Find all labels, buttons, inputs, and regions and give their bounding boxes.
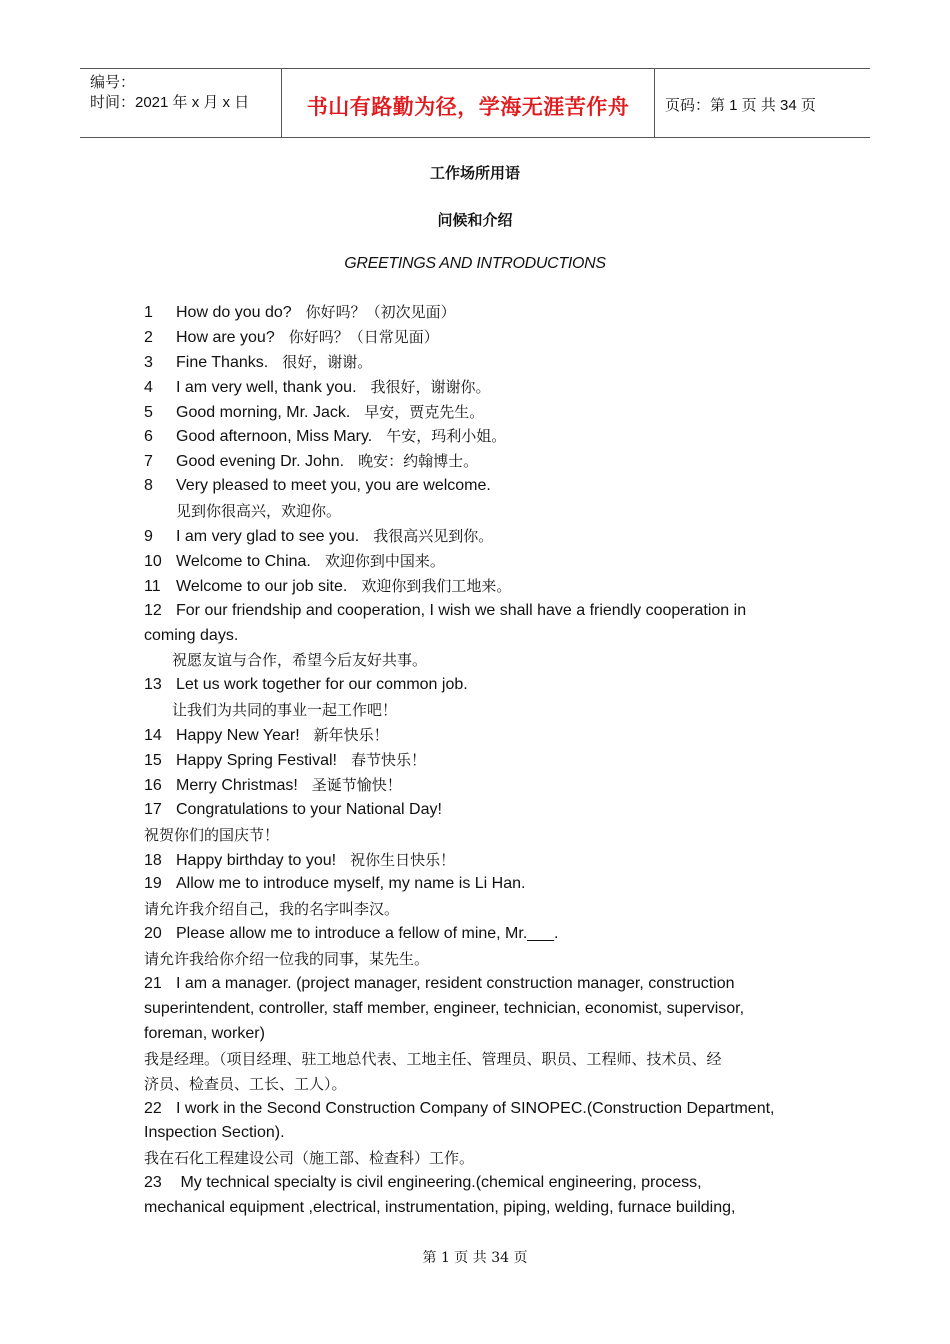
phrase-chinese-line: 祝愿友谊与合作，希望今后友好共事。 bbox=[172, 651, 428, 670]
phrase-chinese: 午安，玛利小姐。 bbox=[386, 427, 507, 446]
phrase-english: Please allow me to introduce a fellow of mine, Mr.___. bbox=[176, 925, 559, 943]
phrase-number: 15 bbox=[144, 752, 162, 770]
header-meta-cell bbox=[80, 69, 282, 137]
phrase-english: Happy Spring Festival! bbox=[176, 752, 337, 770]
phrase-line bbox=[144, 424, 814, 449]
phrase-chinese: 你好吗？（日常见面） bbox=[288, 327, 439, 346]
header-page-number: 页码：第 1 页 共 34 页 bbox=[665, 97, 816, 114]
phrase-chinese-line: 我是经理。（项目经理、驻工地总代表、工地主任、管理员、职员、工程师、技术员、经 bbox=[144, 1049, 722, 1068]
phrase-number: 23 bbox=[144, 1174, 162, 1192]
phrase-number: 16 bbox=[144, 776, 162, 794]
phrase-number: 11 bbox=[144, 577, 161, 595]
phrase-english: I work in the Second Construction Company of SINOPEC.(Construction Department, bbox=[176, 1099, 775, 1117]
phrase-english: My technical specialty is civil engineering.(chemical engineering, process, bbox=[176, 1174, 702, 1192]
header-motto: 书山有路勤为径，学海无涯苦作舟 bbox=[306, 96, 630, 119]
phrase-line bbox=[144, 599, 814, 624]
phrase-english: Happy birthday to you! bbox=[176, 851, 337, 869]
phrase-number: 13 bbox=[144, 676, 162, 694]
phrase-chinese: 春节快乐！ bbox=[350, 751, 426, 770]
phrase-number: 21 bbox=[144, 975, 162, 993]
phrase-chinese-line: 请允许我介绍自己，我的名字叫李汉。 bbox=[144, 900, 400, 919]
phrase-number: 4 bbox=[144, 378, 153, 396]
phrase-chinese: 欢迎你到中国来。 bbox=[324, 551, 445, 570]
subsection-title: 问候和介绍 bbox=[437, 212, 513, 229]
phrase-chinese-line: 见到你很高兴，欢迎你。 bbox=[176, 502, 342, 521]
phrase-line bbox=[144, 848, 814, 873]
phrase-list bbox=[144, 300, 814, 1221]
phrase-number: 20 bbox=[144, 925, 162, 943]
document-date-label: 时间：2021 年 x 月 x 日 bbox=[90, 94, 250, 111]
phrase-number: 14 bbox=[144, 727, 162, 745]
phrase-number: 8 bbox=[144, 477, 153, 495]
phrase-number: 9 bbox=[144, 528, 153, 546]
phrase-line bbox=[144, 375, 814, 400]
phrase-chinese: 圣诞节愉快！ bbox=[311, 775, 402, 794]
phrase-english: Happy New Year! bbox=[176, 727, 300, 745]
phrase-line bbox=[144, 922, 814, 947]
phrase-english-continuation: mechanical equipment ,electrical, instrumentation, piping, welding, furnace building, bbox=[144, 1199, 736, 1217]
phrase-chinese-line: 祝贺你们的国庆节！ bbox=[144, 825, 280, 844]
document-number-label: 编号： bbox=[90, 74, 136, 91]
phrase-english: How do you do? bbox=[176, 304, 292, 321]
phrase-english: I am very glad to see you. bbox=[176, 528, 360, 546]
phrase-line bbox=[144, 300, 814, 325]
phrase-line bbox=[144, 549, 814, 574]
phrase-number: 10 bbox=[144, 552, 162, 570]
phrase-number: 3 bbox=[144, 353, 153, 371]
phrase-english-continuation: Inspection Section). bbox=[144, 1124, 285, 1142]
page-footer: 第 1 页 共 34 页 bbox=[422, 1250, 528, 1266]
phrase-chinese-line: 让我们为共同的事业一起工作吧！ bbox=[172, 701, 398, 720]
phrase-line bbox=[144, 524, 814, 549]
phrase-number: 7 bbox=[144, 453, 153, 471]
phrase-line bbox=[144, 748, 814, 773]
phrase-line bbox=[144, 773, 814, 798]
phrase-chinese: 我很高兴见到你。 bbox=[373, 527, 494, 546]
phrase-line bbox=[144, 474, 814, 499]
phrase-chinese: 晚安：约翰博士。 bbox=[358, 452, 479, 471]
phrase-chinese-line: 济员、检查员、工长、工人）。 bbox=[144, 1074, 347, 1093]
phrase-english: Welcome to China. bbox=[176, 552, 311, 570]
phrase-line bbox=[144, 574, 814, 599]
phrase-english: Welcome to our job site. bbox=[176, 577, 348, 595]
header-motto-cell bbox=[282, 69, 655, 137]
phrase-line bbox=[144, 798, 814, 823]
phrase-line bbox=[144, 325, 814, 350]
english-title: GREETINGS AND INTRODUCTIONS bbox=[344, 255, 606, 272]
phrase-chinese: 祝你生日快乐！ bbox=[350, 850, 456, 869]
phrase-english: I am a manager. (project manager, resident construction manager, construction bbox=[176, 975, 735, 993]
phrase-english: Allow me to introduce myself, my name is Li Han. bbox=[176, 875, 526, 893]
phrase-english: I am very well, thank you. bbox=[176, 378, 357, 396]
phrase-line bbox=[144, 723, 814, 748]
phrase-english: Good afternoon, Miss Mary. bbox=[176, 428, 373, 446]
phrase-english: Good evening Dr. John. bbox=[176, 453, 345, 471]
phrase-line bbox=[144, 350, 814, 375]
header-page-cell bbox=[655, 69, 870, 137]
phrase-number: 17 bbox=[144, 800, 162, 818]
phrase-line bbox=[144, 1171, 814, 1196]
phrase-english-continuation: foreman, worker) bbox=[144, 1024, 265, 1042]
phrase-english: Congratulations to your National Day! bbox=[176, 800, 442, 818]
phrase-number: 12 bbox=[144, 601, 162, 619]
phrase-number: 5 bbox=[144, 403, 153, 421]
phrase-number: 1 bbox=[144, 304, 153, 321]
phrase-english: Fine Thanks. bbox=[176, 353, 269, 371]
phrase-english: Good morning, Mr. Jack. bbox=[176, 403, 351, 421]
phrase-chinese: 早安，贾克先生。 bbox=[364, 402, 485, 421]
phrase-number: 19 bbox=[144, 875, 162, 893]
phrase-english-continuation: superintendent, controller, staff member, engineer, technician, economist, supervisor, bbox=[144, 999, 745, 1017]
phrase-chinese: 你好吗？（初次见面） bbox=[305, 303, 456, 321]
phrase-english: For our friendship and cooperation, I wish we shall have a friendly cooperation in bbox=[176, 601, 747, 619]
phrase-english: Very pleased to meet you, you are welcome. bbox=[176, 477, 491, 495]
document-header bbox=[80, 68, 870, 138]
phrase-english: Merry Christmas! bbox=[176, 776, 298, 794]
phrase-line bbox=[144, 400, 814, 425]
section-title: 工作场所用语 bbox=[429, 165, 520, 182]
phrase-line bbox=[144, 449, 814, 474]
phrase-english-continuation: coming days. bbox=[144, 626, 239, 644]
phrase-number: 2 bbox=[144, 328, 153, 346]
phrase-chinese-line: 我在石化工程建设公司（施工部、检查科）工作。 bbox=[144, 1149, 475, 1168]
phrase-english: How are you? bbox=[176, 328, 275, 346]
phrase-line bbox=[144, 972, 814, 997]
phrase-english: Let us work together for our common job. bbox=[176, 676, 468, 694]
phrase-chinese: 我很好，谢谢你。 bbox=[370, 377, 491, 396]
phrase-line bbox=[144, 673, 814, 698]
phrase-line bbox=[144, 872, 814, 897]
phrase-chinese: 欢迎你到我们工地来。 bbox=[361, 576, 512, 595]
phrase-number: 18 bbox=[144, 851, 162, 869]
phrase-chinese: 很好，谢谢。 bbox=[282, 352, 373, 371]
phrase-chinese-line: 请允许我给你介绍一位我的同事，某先生。 bbox=[144, 950, 430, 969]
phrase-number: 22 bbox=[144, 1099, 162, 1117]
phrase-number: 6 bbox=[144, 428, 153, 446]
phrase-chinese: 新年快乐！ bbox=[313, 726, 389, 745]
phrase-line bbox=[144, 1097, 814, 1122]
